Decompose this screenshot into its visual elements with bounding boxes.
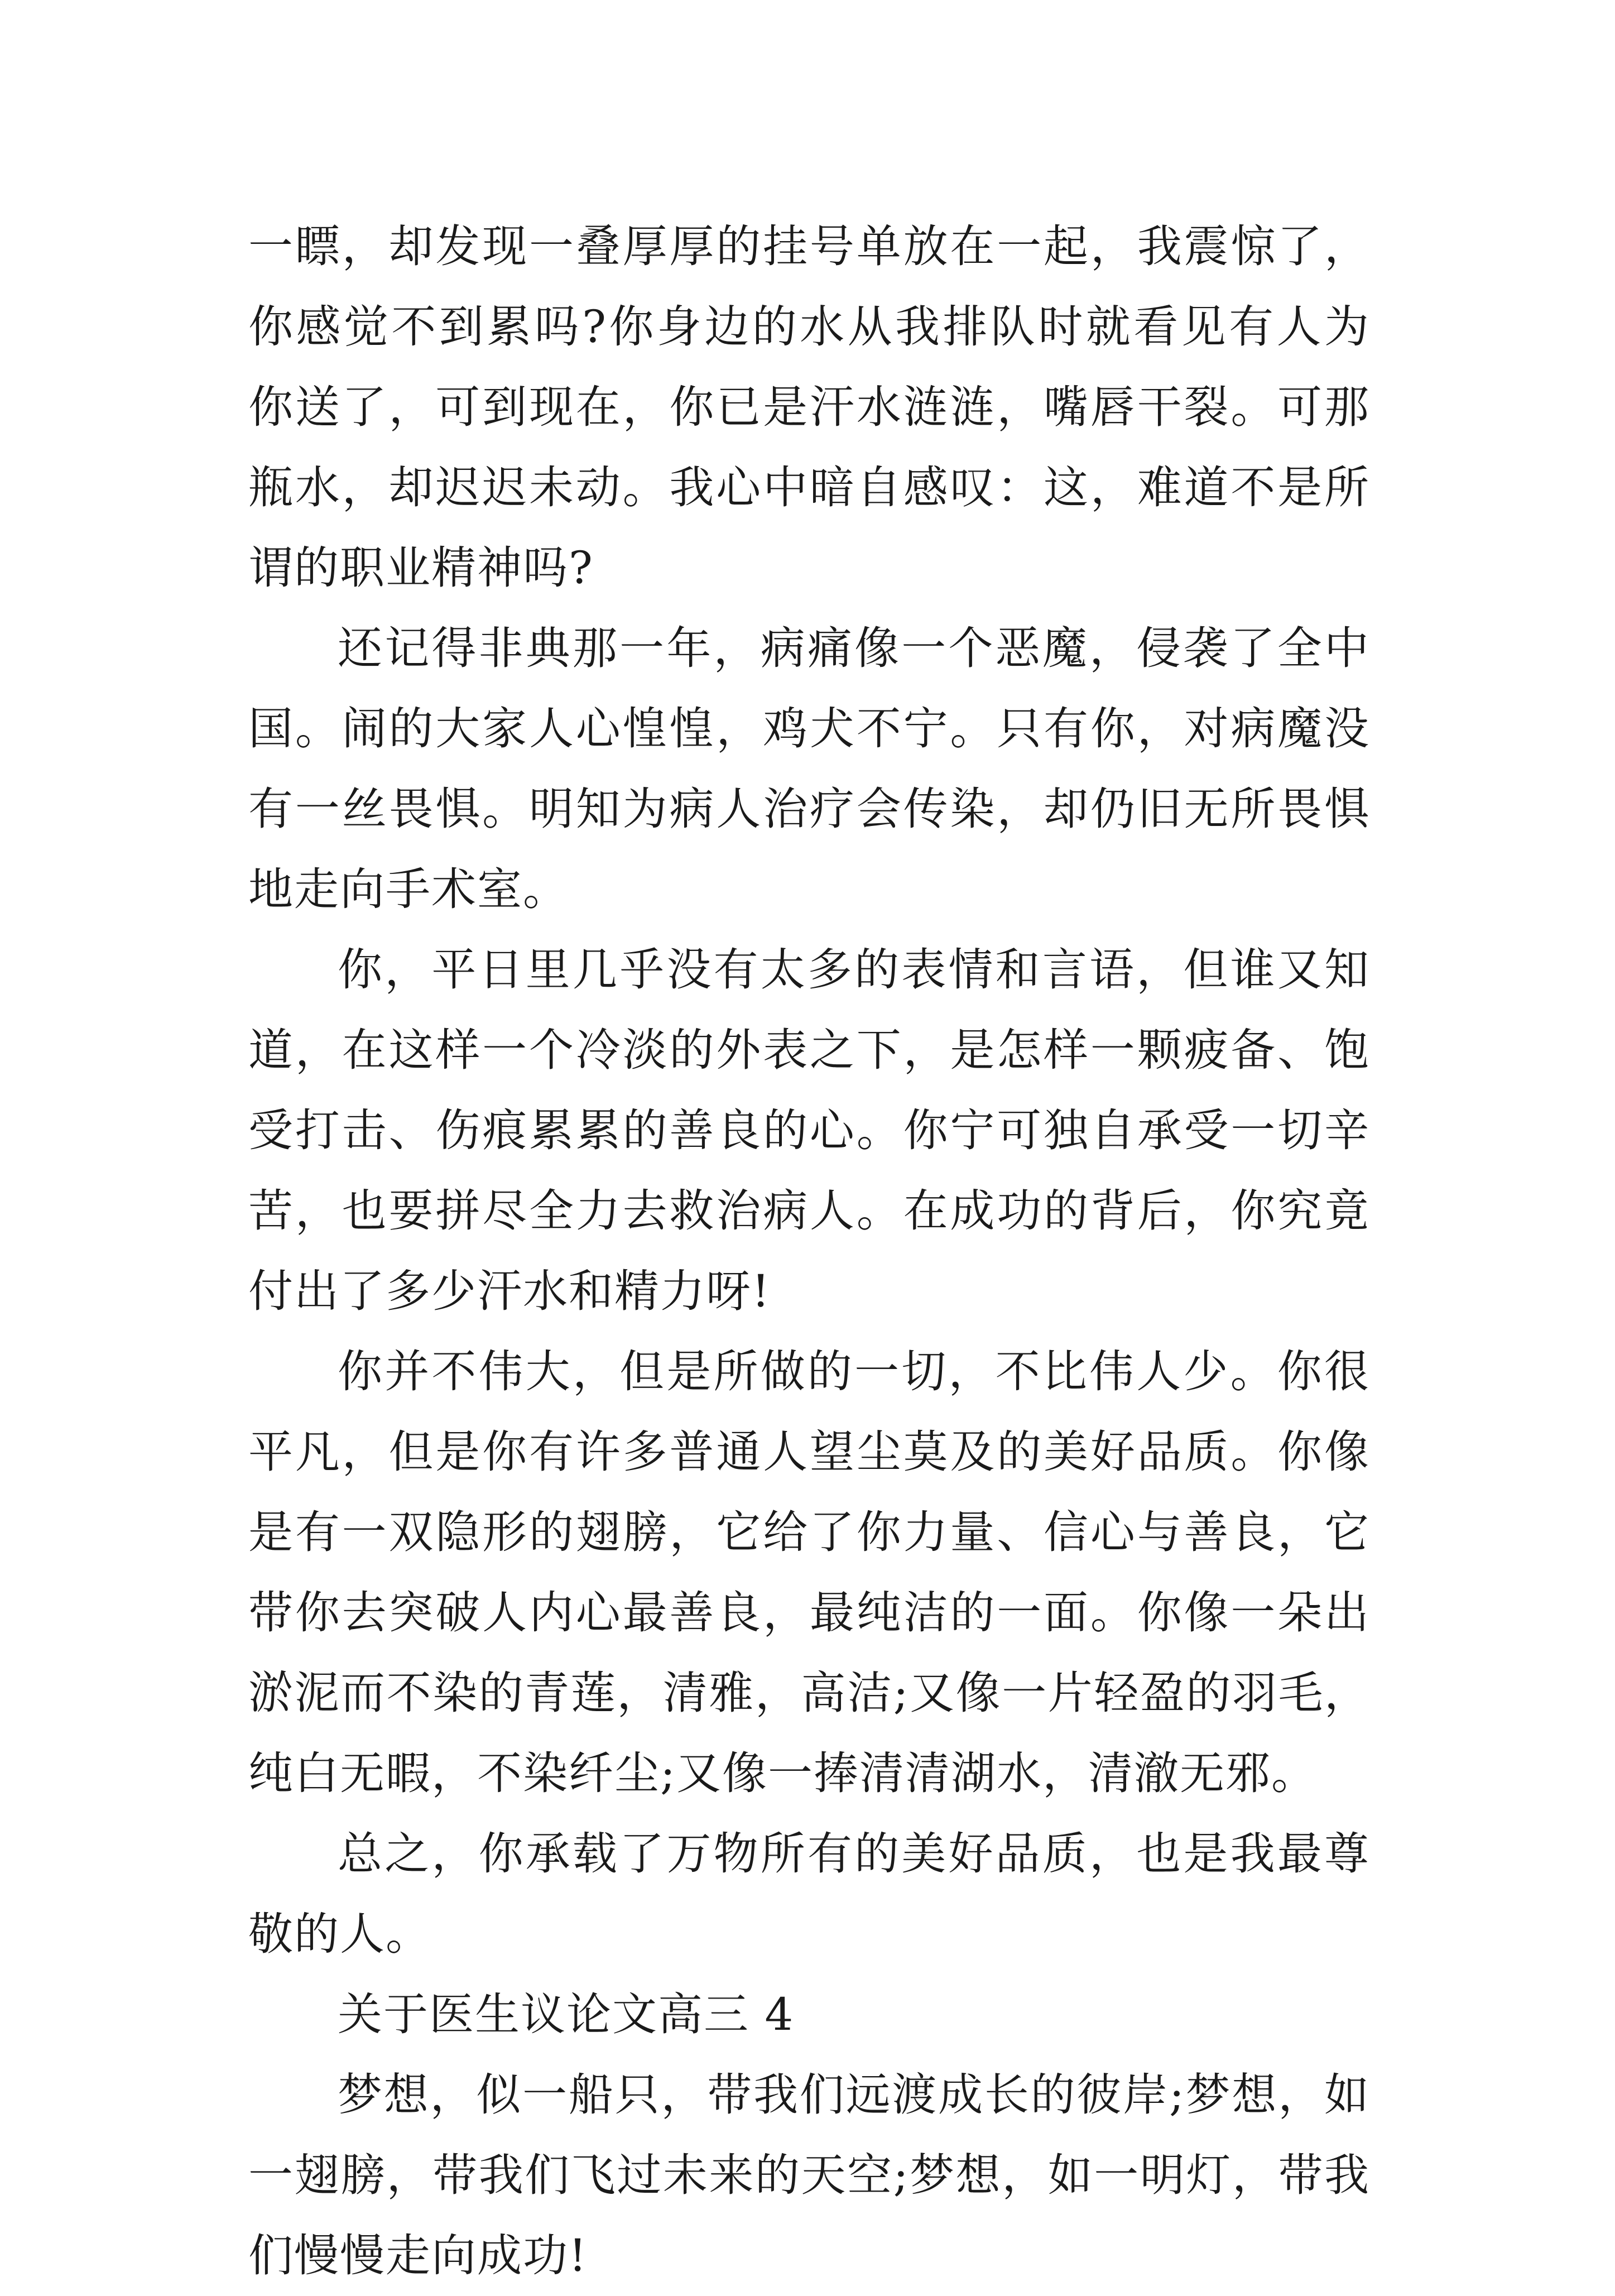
- paragraph-2: 还记得非典那一年，病痛像一个恶魔，侵袭了全中国。闹的大家人心惶惶，鸡犬不宁。只有你，对病魔没有一丝畏惧。明知为病人治疗会传染，却仍旧无所畏惧地走向手术室。: [248, 622, 1370, 915]
- document-body: [248, 206, 1370, 2296]
- paragraph-4: 你并不伟大，但是所做的一切，不比伟人少。你很平凡，但是你有许多普通人望尘莫及的美好品质。你像是有一双隐形的翅膀，它给了你力量、信心与善良，它带你去突破人内心最善良，最纯洁的一面。你像一朵出淤泥而不染的青莲，清雅，高洁;又像一片轻盈的羽毛，纯白无暇，不染纤尘;又像一捧清清湖水，清澈无邪。: [248, 1346, 1370, 1799]
- paragraph-5: 总之，你承载了万物所有的美好品质，也是我最尊敬的人。: [248, 1828, 1370, 1960]
- section-heading: 关于医生议论文高三 4: [338, 1988, 795, 2040]
- paragraph-1: 一瞟，却发现一叠厚厚的挂号单放在一起，我震惊了，你感觉不到累吗?你身边的水从我排队时就看见有人为你送了，可到现在，你已是汗水涟涟，嘴唇干裂。可那瓶水，却迟迟未动。我心中暗自感叹：这，难道不是所谓的职业精神吗?: [248, 220, 1370, 594]
- paragraph-6: 梦想，似一船只，带我们远渡成长的彼岸;梦想，如一翅膀，带我们飞过未来的天空;梦想，如一明灯，带我们慢慢走向成功!: [248, 2069, 1370, 2281]
- paragraph-3: 你，平日里几乎没有太多的表情和言语，但谁又知道，在这样一个冷淡的外表之下，是怎样一颗疲备、饱受打击、伤痕累累的善良的心。你宁可独自承受一切辛苦，也要拼尽全力去救治病人。在成功的背后，你究竟付出了多少汗水和精力呀!: [248, 944, 1370, 1317]
